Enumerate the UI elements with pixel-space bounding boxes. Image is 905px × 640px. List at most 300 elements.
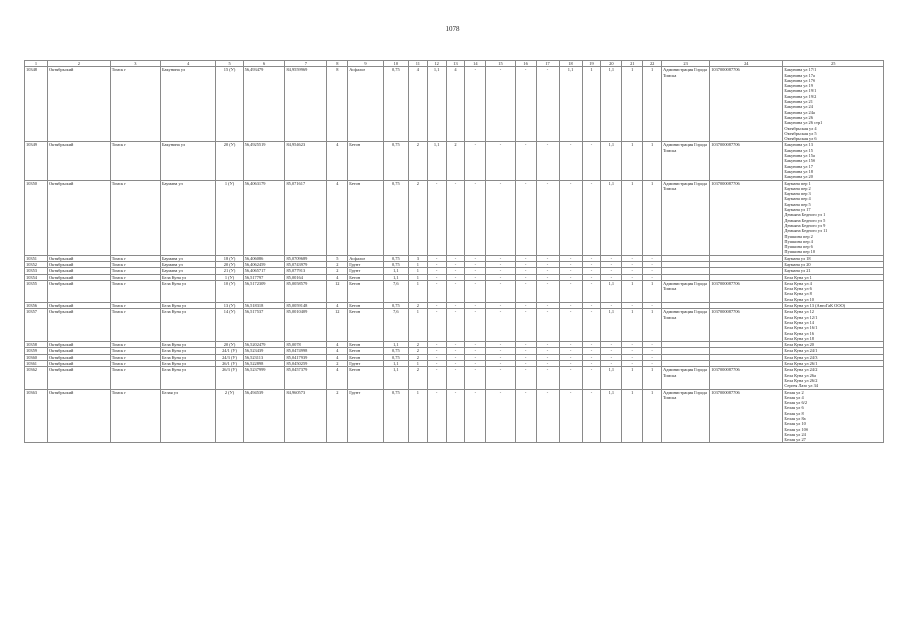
table-cell: -	[465, 180, 486, 255]
table-cell: 0,75	[383, 261, 408, 267]
table-cell: Томск г	[110, 303, 160, 309]
table-cell: 0,75	[383, 389, 408, 443]
table-cell: -	[643, 354, 662, 360]
table-cell: -	[559, 303, 582, 309]
table-cell: -	[622, 361, 643, 367]
column-number: 8	[327, 61, 348, 67]
table-cell: Томск г	[110, 309, 160, 342]
table-cell: -	[486, 255, 515, 261]
table-cell: -	[515, 309, 536, 342]
table-cell: -	[427, 354, 446, 360]
table-cell: 7,6	[383, 280, 408, 302]
table-cell: -	[486, 268, 515, 274]
table-cell: 1037000087706	[710, 180, 783, 255]
table-cell: -	[446, 274, 465, 280]
table-cell: 1037000087706	[710, 309, 783, 342]
table-cell: Бетон	[348, 309, 384, 342]
address-line: Бакунина ул 17б	[784, 77, 816, 83]
table-cell: -	[427, 303, 446, 309]
table-cell: 1037000087706	[710, 142, 783, 180]
table-cell: -	[446, 361, 465, 367]
table-cell: 56,517797	[243, 274, 285, 280]
table-cell: 0,75	[383, 180, 408, 255]
table-cell: 85,0743979	[285, 261, 327, 267]
address-line: Демьяна Бедного ул 9	[784, 222, 826, 228]
table-cell: 10 (У)	[216, 280, 243, 302]
table-cell: 10350	[25, 180, 48, 255]
table-cell: 1,1	[601, 280, 622, 302]
table-cell: Администрация Города Томска	[662, 280, 710, 302]
address-line: Бакунина ул 21	[784, 99, 813, 105]
table-cell: 2	[408, 303, 427, 309]
table-cell: 1,1	[427, 142, 446, 180]
table-cell: 1	[408, 309, 427, 342]
column-number: 25	[783, 61, 884, 67]
table-cell: 4	[327, 142, 348, 180]
table-cell: -	[486, 180, 515, 255]
column-number: 12	[427, 61, 446, 67]
table-cell: -	[582, 142, 601, 180]
table-cell: -	[427, 367, 446, 389]
table-cell: Бетон	[348, 354, 384, 360]
address-line: Бакунина ул 15б	[784, 158, 816, 164]
table-cell: 1,1	[601, 67, 622, 142]
table-cell: -	[486, 280, 515, 302]
table-cell: Томск г	[110, 261, 160, 267]
table-cell: 1	[643, 367, 662, 389]
address-cell	[783, 280, 884, 302]
table-cell: -	[622, 274, 643, 280]
table-cell: Бетон	[348, 142, 384, 180]
table-cell: -	[536, 348, 559, 354]
address-line: Бела Куна ул 12	[784, 309, 814, 315]
table-cell: -	[601, 261, 622, 267]
table-cell: -	[465, 389, 486, 443]
address-line: Бакунина ул 26	[784, 114, 813, 120]
table-cell: -	[601, 255, 622, 261]
address-line: Пушкина пер 2	[784, 233, 813, 239]
column-number: 7	[285, 61, 327, 67]
table-cell: 85,0059148	[285, 303, 327, 309]
column-number: 4	[161, 61, 216, 67]
table-cell: 12	[327, 309, 348, 342]
table-cell: -	[515, 342, 536, 348]
table-cell: Грунт	[348, 268, 384, 274]
table-cell: Администрация Города Томска	[662, 309, 710, 342]
table-cell: -	[559, 274, 582, 280]
table-cell: -	[515, 255, 536, 261]
table-cell: 1,1	[383, 342, 408, 348]
table-cell: -	[515, 180, 536, 255]
address-line: Пушкина пер 4	[784, 238, 813, 244]
address-line: Бела Куна ул 26/1	[784, 361, 818, 367]
table-cell: Октябрьский	[48, 354, 111, 360]
table-cell: Томск г	[110, 67, 160, 142]
table-cell: 0,75	[383, 303, 408, 309]
table-cell: Октябрьский	[48, 274, 111, 280]
table-cell: Грунт	[348, 361, 384, 367]
table-cell: -	[515, 367, 536, 389]
address-line: Бела Куна ул 24/2	[784, 367, 818, 373]
table-cell: -	[559, 354, 582, 360]
table-cell: -	[486, 67, 515, 142]
table-cell: -	[427, 261, 446, 267]
table-cell: -	[582, 303, 601, 309]
table-cell: Бетон	[348, 342, 384, 348]
table-cell: 2	[446, 142, 465, 180]
address-line: Бакунина ул 24а	[784, 109, 815, 115]
address-line: Баумана пер 3	[784, 191, 811, 197]
address-line: Баумана ул 21	[784, 268, 811, 274]
table-cell: -	[582, 180, 601, 255]
table-cell: 10361	[25, 361, 48, 367]
table-cell: Томск г	[110, 354, 160, 360]
table-cell: 1	[622, 280, 643, 302]
address-line: Бакунина ул 26 стр1	[784, 120, 823, 126]
table-cell: Октябрьский	[48, 268, 111, 274]
table-cell: 1	[643, 142, 662, 180]
table-cell: Асфальт	[348, 255, 384, 261]
column-number: 5	[216, 61, 243, 67]
table-cell: -	[515, 303, 536, 309]
table-cell: 1 (У)	[216, 274, 243, 280]
table-cell: 56,4065717	[243, 268, 285, 274]
table-cell: -	[582, 354, 601, 360]
address-line: Белая ул 6	[784, 405, 804, 411]
table-cell: -	[465, 255, 486, 261]
table-cell: -	[601, 303, 622, 309]
table-cell: 2	[327, 268, 348, 274]
address-line: Демьяна Бедного ул 11	[784, 228, 828, 234]
table-cell: -	[536, 389, 559, 443]
table-cell: 4	[327, 367, 348, 389]
table-cell: 1	[622, 180, 643, 255]
table-cell: 85,0457379	[285, 367, 327, 389]
table-cell: 4	[327, 354, 348, 360]
table-cell: -	[559, 342, 582, 348]
table-cell: 4	[327, 348, 348, 354]
table-cell: -	[465, 354, 486, 360]
table-cell: 13 (У)	[216, 303, 243, 309]
table-cell: -	[486, 342, 515, 348]
table-cell: -	[601, 342, 622, 348]
table-cell: -	[536, 361, 559, 367]
address-line: Белая ул 10б	[784, 426, 809, 432]
table-cell: -	[536, 67, 559, 142]
table-cell: 0,75	[383, 354, 408, 360]
table-cell: 4	[327, 274, 348, 280]
table-cell: -	[622, 261, 643, 267]
table-cell: Октябрьский	[48, 255, 111, 261]
table-cell: -	[643, 268, 662, 274]
column-number: 2	[48, 61, 111, 67]
table-cell: 10355	[25, 280, 48, 302]
table-cell: -	[486, 367, 515, 389]
table-cell: Бела Куна ул	[161, 354, 216, 360]
address-cell	[783, 309, 884, 342]
table-cell: 10356	[25, 303, 48, 309]
table-row	[25, 389, 884, 443]
table-cell: 84,954623	[285, 142, 327, 180]
address-line: Октябрьская ул 5	[784, 130, 817, 136]
table-cell: 24/1 (У)	[216, 348, 243, 354]
table-cell: 1	[643, 389, 662, 443]
table-cell: -	[582, 342, 601, 348]
table-cell: 1,1	[601, 389, 622, 443]
table-cell: Администрация Города Томска	[662, 67, 710, 142]
table-cell: Октябрьский	[48, 180, 111, 255]
table-cell: Асфальт	[348, 67, 384, 142]
table-cell: Томск г	[110, 280, 160, 302]
column-number: 11	[408, 61, 427, 67]
table-cell: 1	[643, 180, 662, 255]
table-cell: -	[465, 342, 486, 348]
table-cell: 4	[327, 180, 348, 255]
address-line: Октябрьская ул 4	[784, 125, 817, 131]
table-cell: Октябрьский	[48, 67, 111, 142]
table-cell: 1	[643, 280, 662, 302]
table-cell: 4	[327, 303, 348, 309]
address-line: Белая ул 2	[784, 389, 804, 395]
table-cell: -	[465, 268, 486, 274]
address-line: Баумана пер 2	[784, 185, 811, 191]
table-cell: -	[559, 268, 582, 274]
address-line: Бела Куна ул 4	[784, 280, 812, 286]
table-cell: Бела Куна ул	[161, 274, 216, 280]
table-cell: 85,00164	[285, 274, 327, 280]
address-line: Баумана ул 18	[784, 255, 811, 261]
address-line: Бела Куна ул 6	[784, 286, 812, 292]
table-cell: Бела Куна ул	[161, 361, 216, 367]
column-number: 16	[515, 61, 536, 67]
table-cell: 1,1	[383, 274, 408, 280]
table-cell: Октябрьский	[48, 367, 111, 389]
table-cell: -	[465, 361, 486, 367]
table-cell: -	[536, 274, 559, 280]
address-line: Бела Куна ул 10	[784, 296, 814, 302]
address-line: Белая ул 8	[784, 410, 804, 416]
table-cell: 26/3 (У)	[216, 367, 243, 389]
table-cell: 1037000087706	[710, 67, 783, 142]
table-cell: 4	[327, 342, 348, 348]
table-cell: 18 (У)	[216, 255, 243, 261]
table-cell: -	[446, 268, 465, 274]
address-cell	[783, 180, 884, 255]
table-cell: -	[465, 367, 486, 389]
table-cell: Октябрьский	[48, 361, 111, 367]
table-cell: 3	[408, 255, 427, 261]
table-cell: Октябрьский	[48, 348, 111, 354]
address-line: Бакунина ул 13	[784, 142, 813, 148]
column-number: 22	[643, 61, 662, 67]
column-number: 10	[383, 61, 408, 67]
table-cell: 1	[643, 67, 662, 142]
table-cell: Администрация Города Томска	[662, 389, 710, 443]
address-line: Бакунина ул 17	[784, 163, 813, 169]
table-cell: Томск г	[110, 180, 160, 255]
table-cell: 1,1	[427, 67, 446, 142]
address-line: Белая ул 10	[784, 421, 806, 427]
table-cell: Бетон	[348, 367, 384, 389]
table-cell: -	[622, 268, 643, 274]
table-cell: 20 (У)	[216, 142, 243, 180]
table-cell: 1	[408, 261, 427, 267]
table-cell: 1037000087706	[710, 389, 783, 443]
table-cell: -	[515, 274, 536, 280]
table-cell: Бела Куна ул	[161, 309, 216, 342]
table-cell: 21 (У)	[216, 268, 243, 274]
table-cell: 1	[408, 361, 427, 367]
address-line: Бела Куна ул 1	[784, 274, 812, 280]
table-cell: -	[465, 303, 486, 309]
address-line: Бакунина ул 24	[784, 104, 813, 110]
table-cell: 0,75	[383, 348, 408, 354]
table-cell: -	[515, 389, 536, 443]
address-line: Бакунина ул 19/1	[784, 88, 817, 94]
table-cell: Октябрьский	[48, 142, 111, 180]
table-cell: Бела Куна ул	[161, 348, 216, 354]
table-cell: 26/1 (У)	[216, 361, 243, 367]
table-cell: -	[486, 274, 515, 280]
table-cell: 1,1	[559, 67, 582, 142]
table-cell: -	[559, 389, 582, 443]
table-cell: 1037000087706	[710, 280, 783, 302]
address-line: Бакунина ул 17а	[784, 72, 815, 78]
table-cell: 0,75	[383, 255, 408, 261]
table-cell: 56,4063179	[243, 180, 285, 255]
table-cell: 85,0010409	[285, 309, 327, 342]
column-number: 19	[582, 61, 601, 67]
registry-table	[24, 60, 884, 443]
table-cell: -	[536, 280, 559, 302]
table-cell: -	[486, 361, 515, 367]
table-cell: -	[446, 255, 465, 261]
address-line: Демьяна Бедного ул 1	[784, 212, 826, 218]
address-line: Белая ул 4	[784, 394, 804, 400]
table-cell: -	[515, 142, 536, 180]
table-cell: 1	[622, 389, 643, 443]
address-line: Бела Куна ул 20	[784, 342, 814, 348]
address-line: Баумана пер 4	[784, 196, 811, 202]
table-cell: -	[465, 274, 486, 280]
table-cell: 10351	[25, 255, 48, 261]
table-cell: -	[622, 255, 643, 261]
table-cell: -	[446, 348, 465, 354]
table-cell: 1	[622, 67, 643, 142]
table-cell: 56,5172309	[243, 280, 285, 302]
table-cell: Баумана ул	[161, 180, 216, 255]
table-cell: -	[536, 261, 559, 267]
table-cell: 10353	[25, 268, 48, 274]
table-cell: -	[582, 274, 601, 280]
table-cell: 56,518318	[243, 303, 285, 309]
table-cell: 0,75	[383, 142, 408, 180]
table-cell: Администрация Города Томска	[662, 367, 710, 389]
table-row	[25, 309, 884, 342]
table-cell: 85,0450259	[285, 361, 327, 367]
table-cell: Томск г	[110, 274, 160, 280]
table-cell: Баумана ул	[161, 255, 216, 261]
table-cell: 4	[446, 67, 465, 142]
table-cell: 1,1	[601, 180, 622, 255]
table-cell: -	[643, 342, 662, 348]
table-cell: -	[601, 274, 622, 280]
table-cell: Бела Куна ул	[161, 342, 216, 348]
table-cell: -	[559, 367, 582, 389]
table-cell: -	[559, 255, 582, 261]
table-cell: 56,4925519	[243, 142, 285, 180]
address-line: Бакунина ул 17/1	[784, 67, 817, 73]
address-line: Бакунина ул 18	[784, 168, 813, 174]
table-cell: Бакунина ул	[161, 67, 216, 142]
column-number: 3	[110, 61, 160, 67]
table-cell: 1037000087706	[710, 367, 783, 389]
table-row	[25, 180, 884, 255]
address-line: Бакунина ул 15	[784, 147, 813, 153]
address-line: Пушкина пер 10	[784, 249, 816, 255]
table-cell: 15 (У)	[216, 67, 243, 142]
table-cell: 1	[643, 309, 662, 342]
table-cell: 10354	[25, 274, 48, 280]
table-cell: -	[536, 268, 559, 274]
table-cell: 10360	[25, 354, 48, 360]
table-cell: -	[536, 303, 559, 309]
table-cell: 56,517537	[243, 309, 285, 342]
table-cell: -	[486, 142, 515, 180]
table-cell: 1	[408, 280, 427, 302]
table-cell: -	[446, 354, 465, 360]
table-cell: 2 (У)	[216, 389, 243, 443]
address-line: Бакунина ул 19/2	[784, 93, 817, 99]
address-line: Бела Куна ул 8	[784, 291, 812, 297]
table-cell: 7,6	[383, 309, 408, 342]
address-cell	[783, 367, 884, 389]
table-cell: 10358	[25, 342, 48, 348]
table-cell: -	[465, 261, 486, 267]
table-row	[25, 280, 884, 302]
table-cell: -	[582, 361, 601, 367]
table-cell: 85,0474998	[285, 348, 327, 354]
address-line: Бела Куна ул 16/1	[784, 325, 818, 331]
address-line: Баумана пер 5	[784, 201, 811, 207]
table-cell: Баумана ул	[161, 261, 216, 267]
column-number: 14	[465, 61, 486, 67]
table-cell: -	[515, 354, 536, 360]
table-cell: -	[515, 348, 536, 354]
table-cell: 84,9559969	[285, 67, 327, 142]
table-cell: 2	[327, 261, 348, 267]
column-number: 13	[446, 61, 465, 67]
table-cell: Бетон	[348, 180, 384, 255]
table-cell: Белая ул	[161, 389, 216, 443]
table-cell: Томск г	[110, 268, 160, 274]
address-line: Демьяна Бедного ул 5	[784, 217, 826, 223]
table-cell: -	[486, 261, 515, 267]
address-line: Бела Куна ул 26а	[784, 372, 816, 378]
table-cell: -	[582, 261, 601, 267]
table-cell: -	[515, 280, 536, 302]
table-cell: 0,75	[383, 67, 408, 142]
table-cell: 10348	[25, 67, 48, 142]
table-cell: -	[427, 342, 446, 348]
table-cell: 10352	[25, 261, 48, 267]
address-line: Бела Куна ул 24/1	[784, 348, 818, 354]
address-line: Пушкина пер 6	[784, 244, 813, 250]
table-cell: Октябрьский	[48, 342, 111, 348]
table-cell: -	[446, 280, 465, 302]
table-cell: 56,406086	[243, 255, 285, 261]
address-line: Бела Куна ул 13 (АвтоГаК ООО)	[784, 303, 846, 309]
